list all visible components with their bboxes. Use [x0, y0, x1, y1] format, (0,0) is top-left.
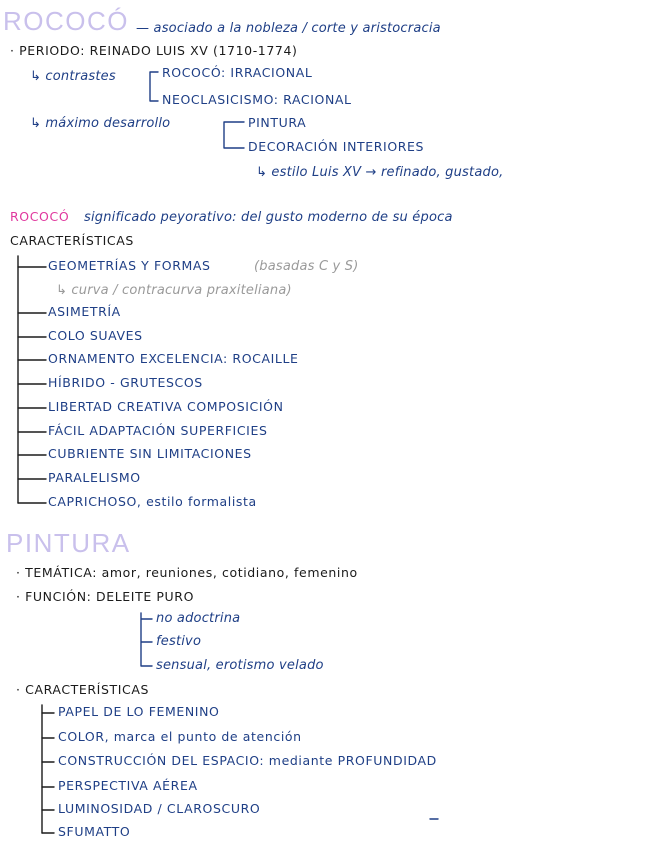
caracteristica-item: FÁCIL ADAPTACIÓN SUPERFICIES: [48, 423, 268, 438]
funcion-item: sensual, erotismo velado: [156, 658, 324, 673]
pintura-caract-item: COLOR, marca el punto de atención: [58, 729, 302, 744]
maximo-item: DECORACIÓN INTERIORES: [248, 139, 425, 154]
maximo-label: ↳ máximo desarrollo: [30, 116, 171, 131]
contraste-item: ROCOCÓ: IRRACIONAL: [162, 65, 313, 80]
caracteristica-item: ASIMETRÍA: [48, 304, 121, 319]
periodo-line: · PERIODO: REINADO LUIS XV (1710-1774): [10, 43, 298, 58]
caracteristica-item: HÍBRIDO - GRUTESCOS: [48, 375, 203, 390]
maximo-item: PINTURA: [248, 115, 307, 130]
pintura-caract-heading: · CARACTERÍSTICAS: [16, 682, 150, 697]
caracteristica-item: COLO SUAVES: [48, 328, 143, 343]
caracteristica-item: GEOMETRÍAS Y FORMAS: [48, 258, 211, 273]
definicion-term: ROCOCÓ: [10, 209, 70, 224]
pintura-caract-item: PERSPECTIVA AÉREA: [58, 778, 198, 793]
contrastes-label: ↳ contrastes: [30, 69, 116, 84]
funcion-line: · FUNCIÓN: DELEITE PURO: [16, 589, 195, 604]
curva-note: ↳ curva / contracurva praxiteliana): [56, 283, 292, 298]
caracteristica-item: LIBERTAD CREATIVA COMPOSICIÓN: [48, 399, 284, 414]
caracteristicas-heading: CARACTERÍSTICAS: [10, 233, 134, 248]
caracteristica-item: CAPRICHOSO, estilo formalista: [48, 494, 257, 509]
rococo-title-suffix: — asociado a la nobleza / corte y aristocracia: [136, 21, 441, 36]
rococo-title: ROCOCÓ: [3, 6, 129, 36]
caracteristica-item: ORNAMENTO EXCELENCIA: ROCAILLE: [48, 351, 299, 366]
contraste-item: NEOCLASICISMO: RACIONAL: [162, 92, 352, 107]
tematica-line: · TEMÁTICA: amor, reuniones, cotidiano, femenino: [16, 565, 358, 580]
definicion-text: significado peyorativo: del gusto moderno de su época: [84, 210, 453, 225]
estilo-line: ↳ estilo Luis XV → refinado, gustado,: [256, 165, 504, 180]
pintura-title: PINTURA: [6, 528, 131, 558]
caracteristica-note: (basadas C y S): [254, 259, 359, 274]
caracteristica-item: PARALELISMO: [48, 470, 141, 485]
pintura-caract-item: PAPEL DE LO FEMENINO: [58, 704, 220, 719]
funcion-item: festivo: [156, 634, 202, 649]
funcion-item: no adoctrina: [156, 611, 241, 626]
pintura-caract-item: SFUMATTO: [58, 824, 131, 839]
pintura-caract-item: CONSTRUCCIÓN DEL ESPACIO: mediante PROFUNDIDAD: [58, 753, 437, 768]
caracteristica-item: CUBRIENTE SIN LIMITACIONES: [48, 446, 252, 461]
pintura-caract-item: LUMINOSIDAD / CLAROSCURO: [58, 801, 261, 816]
